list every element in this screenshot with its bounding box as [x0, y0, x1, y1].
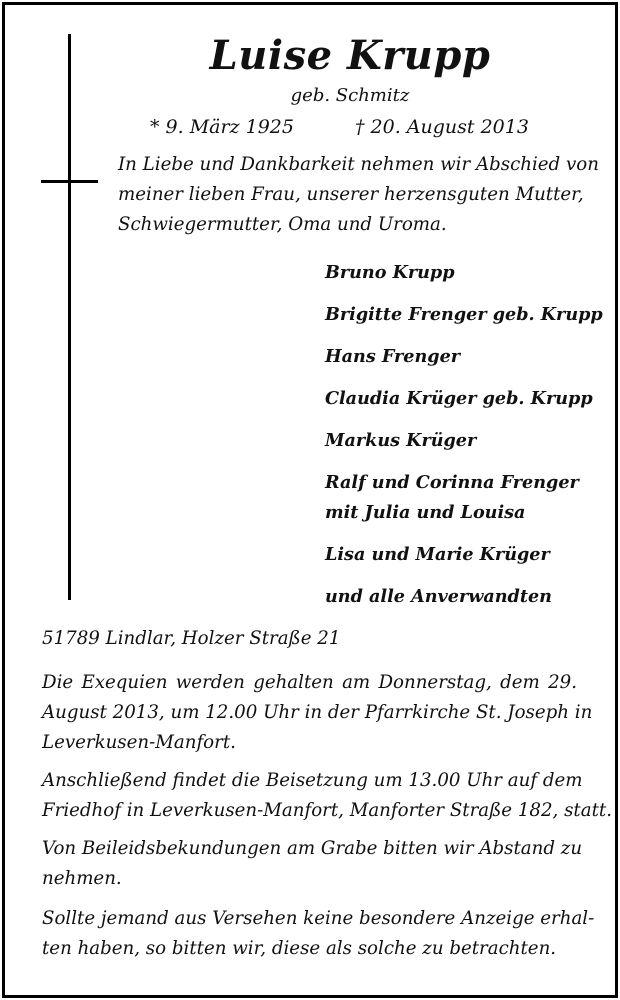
address-line: 51789 Lindlar, Holzer Straße 21	[42, 628, 341, 649]
notice-line: Sollte jemand aus Versehen keine besondere Anzeige erhal-	[42, 908, 595, 929]
exequies-line: Die Exequien werden gehalten am Donnerstag, dem 29.	[42, 672, 577, 693]
farewell-line: meiner lieben Frau, unserer herzensguten Mutter,	[118, 184, 584, 205]
farewell-text	[118, 150, 599, 240]
mourner-entry	[325, 258, 595, 288]
mourner-entry	[325, 384, 595, 414]
mourners-list	[325, 258, 603, 624]
mourner-name: Claudia Krüger geb. Krupp	[325, 388, 593, 409]
mourner-name-continuation: mit Julia und Louisa	[325, 502, 526, 523]
burial-paragraph	[42, 766, 612, 826]
birth-date: * 9. März 1925	[150, 116, 294, 138]
exequies-line: August 2013, um 12.00 Uhr in der Pfarrkirche St. Joseph in	[42, 702, 593, 723]
mourner-name: Markus Krüger	[325, 430, 477, 451]
mourner-entry	[325, 582, 595, 612]
mourner-name: Hans Frenger	[325, 346, 461, 367]
mourner-name: Lisa und Marie Krüger	[325, 544, 550, 565]
farewell-line: In Liebe und Dankbarkeit nehmen wir Abschied von	[118, 154, 599, 175]
mourner-entry	[325, 468, 595, 528]
mourner-name: Brigitte Frenger geb. Krupp	[325, 304, 603, 325]
cross-icon-vertical-bar	[68, 34, 71, 600]
maiden-name: geb. Schmitz	[290, 85, 410, 106]
address	[42, 624, 577, 654]
farewell-line: Schwiegermutter, Oma und Uroma.	[118, 214, 447, 235]
notice-line: ten haben, so bitten wir, diese als solche zu betrachten.	[42, 938, 557, 959]
mourner-entry	[325, 540, 595, 570]
mourner-entry	[325, 342, 595, 372]
cross-icon-horizontal-bar	[41, 180, 98, 183]
deceased-name: Luise Krupp	[209, 32, 491, 79]
mourner-name: Bruno Krupp	[325, 262, 455, 283]
condolence-paragraph	[42, 834, 583, 894]
mourner-name: und alle Anverwandten	[325, 586, 552, 607]
mourner-name: Ralf und Corinna Frenger	[325, 472, 579, 493]
mourner-entry	[325, 426, 595, 456]
condolence-line: Von Beileidsbekundungen am Grabe bitten wir Abstand zu	[42, 838, 583, 859]
condolence-line: nehmen.	[42, 868, 122, 889]
exequies-line: Leverkusen-Manfort.	[42, 732, 236, 753]
exequies-paragraph	[42, 668, 593, 758]
death-date: † 20. August 2013	[355, 116, 529, 138]
burial-line: Friedhof in Leverkusen-Manfort, Manforter Straße 182, statt.	[42, 800, 612, 821]
burial-line: Anschließend findet die Beisetzung um 13.00 Uhr auf dem	[42, 770, 583, 791]
notice-paragraph	[42, 904, 595, 964]
mourner-entry	[325, 300, 603, 330]
